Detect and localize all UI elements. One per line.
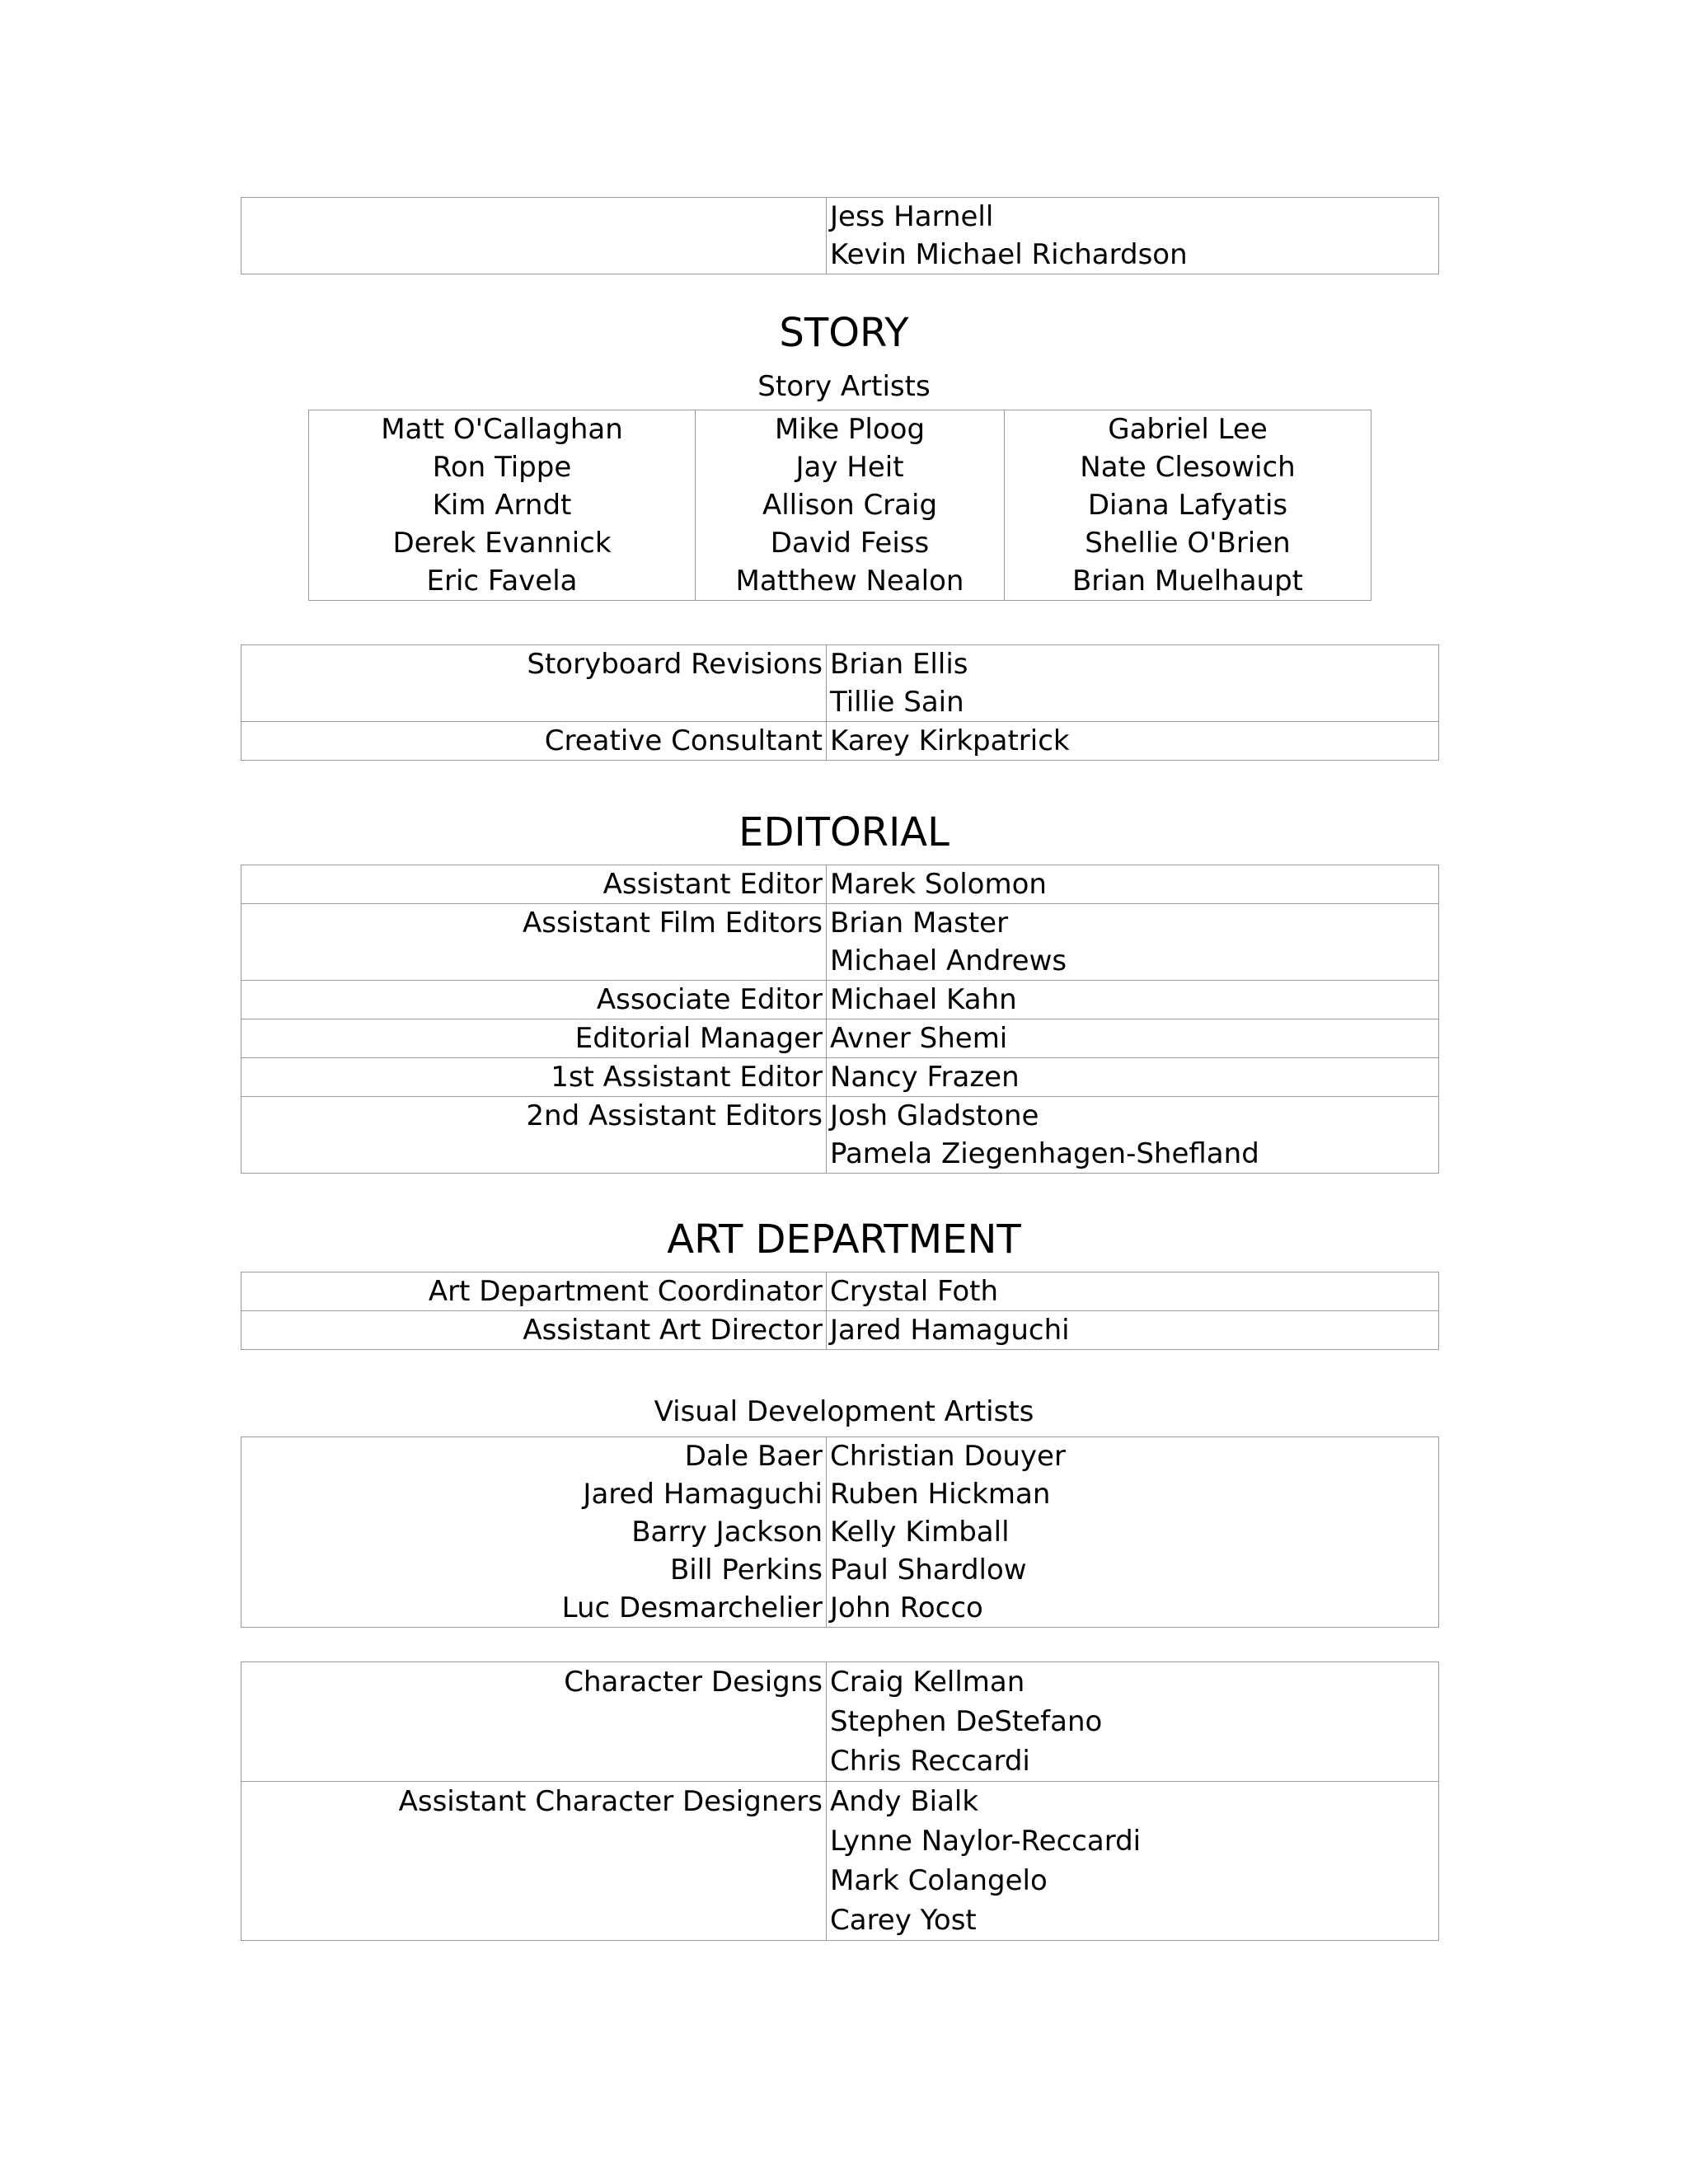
credit-role: Assistant Character Designers — [398, 1785, 823, 1818]
names-cell — [827, 865, 1439, 904]
credit-name: Carey Yost — [830, 1904, 977, 1937]
credit-name: Kevin Michael Richardson — [830, 238, 1188, 271]
credit-name: Matthew Nealon — [735, 565, 964, 598]
credit-name: Bill Perkins — [669, 1554, 823, 1586]
section-title-editorial: EDITORIAL — [738, 809, 950, 855]
names-cell — [827, 1782, 1439, 1941]
table-row — [241, 981, 1439, 1019]
story-artists-column — [1005, 410, 1372, 601]
credit-role: Associate Editor — [596, 983, 823, 1016]
role-cell — [241, 1097, 827, 1174]
names-right-cell — [827, 1437, 1439, 1628]
credit-role: Assistant Editor — [603, 868, 823, 901]
credit-name: Andy Bialk — [830, 1785, 979, 1818]
art-credits-table — [241, 1272, 1439, 1350]
section-title-art-department: ART DEPARTMENT — [667, 1216, 1021, 1263]
table-row — [241, 1058, 1439, 1097]
credit-name: Josh Gladstone — [830, 1099, 1039, 1132]
credit-name: Paul Shardlow — [830, 1554, 1027, 1586]
table-row — [241, 1437, 1439, 1628]
credit-name: Chris Reccardi — [830, 1745, 1030, 1778]
table-row — [241, 865, 1439, 904]
table-row — [241, 904, 1439, 981]
credit-role: Art Department Coordinator — [428, 1275, 823, 1308]
credit-name: Kim Arndt — [432, 489, 572, 522]
credit-name: Craig Kellman — [830, 1666, 1025, 1699]
names-cell — [827, 722, 1439, 761]
credit-role: Assistant Film Editors — [523, 907, 823, 940]
role-cell — [241, 1662, 827, 1782]
role-cell — [241, 1019, 827, 1058]
credit-name: Diana Lafyatis — [1087, 489, 1288, 522]
credit-name: Mark Colangelo — [830, 1864, 1048, 1897]
credit-name: Jared Hamaguchi — [583, 1478, 823, 1511]
credit-name: Derek Evannick — [392, 527, 612, 560]
credit-name: Ruben Hickman — [830, 1478, 1051, 1511]
credit-name: Brian Ellis — [830, 648, 968, 681]
table-row — [241, 1097, 1439, 1174]
table-row — [241, 1311, 1439, 1350]
credit-role: Editorial Manager — [574, 1022, 823, 1055]
role-cell — [241, 981, 827, 1019]
credit-role: Assistant Art Director — [523, 1314, 823, 1347]
story-artists-column — [309, 410, 696, 601]
role-cell — [241, 1311, 827, 1350]
names-cell — [827, 1019, 1439, 1058]
names-cell — [827, 1662, 1439, 1782]
credit-name: Mike Ploog — [774, 413, 926, 446]
credit-role: Storyboard Revisions — [527, 648, 823, 681]
credit-role: Creative Consultant — [544, 724, 823, 757]
role-cell — [241, 645, 827, 722]
table-row — [309, 410, 1372, 601]
section-title-story: STORY — [779, 310, 909, 356]
credit-name: Matt O'Callaghan — [381, 413, 623, 446]
table-row — [241, 645, 1439, 722]
credit-name: Allison Craig — [762, 489, 938, 522]
names-cell — [827, 1097, 1439, 1174]
credit-name: Christian Douyer — [830, 1440, 1066, 1473]
credit-name: Shellie O'Brien — [1085, 527, 1291, 560]
names-cell — [827, 1272, 1439, 1311]
role-cell — [241, 1272, 827, 1311]
credit-name: David Feiss — [770, 527, 930, 560]
credit-name: Brian Muelhaupt — [1071, 565, 1304, 598]
names-cell — [827, 198, 1439, 274]
character-design-table — [241, 1661, 1439, 1941]
credit-name: Tillie Sain — [830, 686, 964, 719]
editorial-credits-table — [241, 865, 1439, 1174]
role-cell — [241, 1058, 827, 1097]
names-cell — [827, 1058, 1439, 1097]
role-cell — [241, 1782, 827, 1941]
names-cell — [827, 1311, 1439, 1350]
top-credits-table — [241, 197, 1439, 274]
credit-role: 2nd Assistant Editors — [526, 1099, 823, 1132]
story-artists-table — [308, 410, 1372, 601]
credit-name: Gabriel Lee — [1108, 413, 1268, 446]
credit-name: Eric Favela — [426, 565, 578, 598]
table-row — [241, 1662, 1439, 1782]
credit-name: Karey Kirkpatrick — [830, 724, 1070, 757]
credit-name: Avner Shemi — [830, 1022, 1008, 1055]
table-row — [241, 198, 1439, 274]
story-artists-heading: Story Artists — [757, 370, 931, 403]
names-cell — [827, 645, 1439, 722]
credit-name: Jared Hamaguchi — [830, 1314, 1070, 1347]
story-artists-column — [696, 410, 1005, 601]
role-cell — [241, 198, 827, 274]
credit-name: Kelly Kimball — [830, 1516, 1010, 1549]
credit-role: Character Designs — [564, 1666, 823, 1699]
credit-name: Marek Solomon — [830, 868, 1047, 901]
names-cell — [827, 904, 1439, 981]
credit-name: Crystal Foth — [830, 1275, 998, 1308]
credit-name: Michael Kahn — [830, 983, 1017, 1016]
credit-name: Lynne Naylor-Reccardi — [830, 1825, 1142, 1858]
table-row — [241, 1272, 1439, 1311]
role-cell — [241, 865, 827, 904]
visual-development-table — [241, 1436, 1439, 1628]
credit-name: Pamela Ziegenhagen-Shefland — [830, 1137, 1259, 1170]
credit-role: 1st Assistant Editor — [551, 1061, 823, 1094]
credit-name: Jay Heit — [795, 451, 904, 484]
table-row — [241, 1019, 1439, 1058]
role-cell — [241, 904, 827, 981]
table-row — [241, 722, 1439, 761]
credit-name: Dale Baer — [684, 1440, 823, 1473]
table-row — [241, 1782, 1439, 1941]
credit-name: Michael Andrews — [830, 944, 1067, 977]
credit-name: Jess Harnell — [830, 200, 994, 233]
credit-name: John Rocco — [830, 1591, 983, 1624]
credit-name: Nate Clesowich — [1080, 451, 1296, 484]
visual-development-heading: Visual Development Artists — [654, 1395, 1034, 1428]
credit-name: Nancy Frazen — [830, 1061, 1020, 1094]
names-left-cell — [241, 1437, 827, 1628]
story-credits-table — [241, 644, 1439, 761]
role-cell — [241, 722, 827, 761]
credit-name: Barry Jackson — [631, 1516, 823, 1549]
credit-name: Brian Master — [830, 907, 1009, 940]
credit-name: Stephen DeStefano — [830, 1705, 1103, 1738]
credit-name: Ron Tippe — [432, 451, 572, 484]
credit-name: Luc Desmarchelier — [561, 1591, 823, 1624]
names-cell — [827, 981, 1439, 1019]
